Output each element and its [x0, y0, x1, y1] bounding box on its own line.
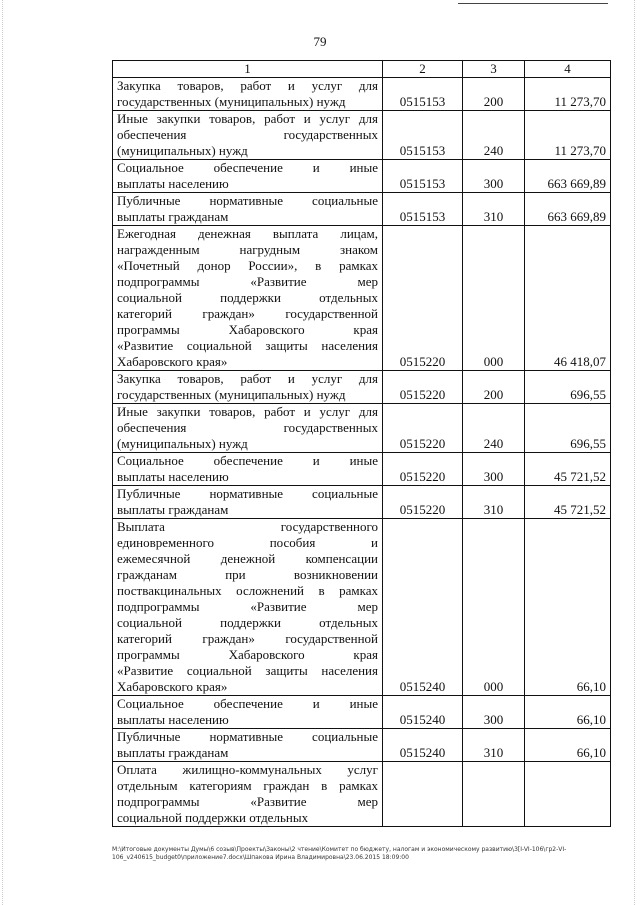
row-description	[113, 519, 383, 696]
row-target-code: 0515220	[383, 404, 463, 453]
row-expense-type: 300	[463, 453, 525, 486]
row-amount: 45 721,52	[525, 486, 611, 519]
column-header-4: 4	[525, 61, 611, 78]
row-amount: 11 273,70	[525, 111, 611, 160]
top-rule	[458, 3, 608, 4]
table-row	[113, 486, 611, 519]
description-line: Социальное обеспечение и иные	[117, 696, 378, 711]
row-amount: 11 273,70	[525, 78, 611, 111]
row-expense-type: 310	[463, 486, 525, 519]
description-line: государственных (муниципальных) нужд	[117, 94, 346, 109]
description-line: Хабаровского края»	[117, 679, 228, 694]
row-description	[113, 160, 383, 193]
row-expense-type: 200	[463, 371, 525, 404]
row-amount: 46 418,07	[525, 226, 611, 371]
row-amount: 66,10	[525, 519, 611, 696]
description-line: подпрограммы «Развитие мер	[117, 274, 378, 289]
description-line: Закупка товаров, работ и услуг для	[117, 371, 378, 386]
description-line: программы Хабаровского края	[117, 647, 378, 662]
page-number: 79	[313, 34, 327, 49]
table-row	[113, 404, 611, 453]
table-row	[113, 453, 611, 486]
row-expense-type	[463, 762, 525, 827]
row-description	[113, 78, 383, 111]
row-target-code: 0515220	[383, 453, 463, 486]
table-body	[113, 78, 611, 827]
description-line: выплаты населению	[117, 469, 229, 484]
description-line: категорий граждан» государственной	[117, 306, 378, 321]
description-line: выплаты гражданам	[117, 502, 229, 517]
row-expense-type: 310	[463, 193, 525, 226]
row-description	[113, 696, 383, 729]
description-line: Ежегодная денежная выплата лицам,	[117, 226, 378, 241]
description-line: (муниципальных) нужд	[117, 143, 248, 158]
row-expense-type: 240	[463, 404, 525, 453]
row-target-code	[383, 762, 463, 827]
row-amount: 696,55	[525, 404, 611, 453]
left-margin-line	[2, 0, 4, 905]
table-row	[113, 371, 611, 404]
table-row	[113, 111, 611, 160]
description-line: Социальное обеспечение и иные	[117, 453, 378, 468]
description-line: Хабаровского края»	[117, 354, 228, 369]
row-target-code: 0515240	[383, 696, 463, 729]
description-line: социальной поддержки отдельных	[117, 810, 309, 825]
row-expense-type: 240	[463, 111, 525, 160]
description-line: Иные закупки товаров, работ и услуг для	[117, 404, 378, 419]
row-target-code: 0515240	[383, 519, 463, 696]
description-line: «Почетный донор России», в рамках	[117, 258, 378, 273]
right-margin-line	[634, 0, 636, 905]
description-line: Оплата жилищно-коммунальных услуг	[117, 762, 378, 777]
description-line: отдельным категориям граждан в рамках	[117, 778, 378, 793]
table-row	[113, 519, 611, 696]
description-line: Публичные нормативные социальные	[117, 729, 378, 744]
row-amount	[525, 762, 611, 827]
row-target-code: 0515220	[383, 486, 463, 519]
row-expense-type: 000	[463, 226, 525, 371]
column-header-3: 3	[463, 61, 525, 78]
row-description	[113, 371, 383, 404]
description-line: награжденным нагрудным знаком	[117, 242, 378, 257]
description-line: программы Хабаровского края	[117, 322, 378, 337]
row-amount: 696,55	[525, 371, 611, 404]
header-row	[113, 61, 611, 78]
row-amount: 66,10	[525, 729, 611, 762]
description-line: Публичные нормативные социальные	[117, 486, 378, 501]
row-expense-type: 300	[463, 696, 525, 729]
row-target-code: 0515220	[383, 371, 463, 404]
description-line: выплаты гражданам	[117, 745, 229, 760]
row-description	[113, 729, 383, 762]
description-line: выплаты населению	[117, 176, 229, 191]
table-row	[113, 78, 611, 111]
description-line: Выплата государственного	[117, 519, 378, 534]
description-line: (муниципальных) нужд	[117, 436, 248, 451]
description-line: категорий граждан» государственной	[117, 631, 378, 646]
table-row	[113, 762, 611, 827]
description-line: подпрограммы «Развитие мер	[117, 599, 378, 614]
description-line: Публичные нормативные социальные	[117, 193, 378, 208]
table-row	[113, 226, 611, 371]
row-target-code: 0515153	[383, 111, 463, 160]
row-target-code: 0515240	[383, 729, 463, 762]
row-amount: 663 669,89	[525, 160, 611, 193]
description-line: Иные закупки товаров, работ и услуг для	[117, 111, 378, 126]
row-expense-type: 300	[463, 160, 525, 193]
row-expense-type: 200	[463, 78, 525, 111]
description-line: Закупка товаров, работ и услуг для	[117, 78, 378, 93]
description-line: поствакцинальных осложнений в рамках	[117, 583, 378, 598]
description-line: гражданам при возникновении	[117, 567, 378, 582]
row-amount: 45 721,52	[525, 453, 611, 486]
table-row	[113, 729, 611, 762]
description-line: социальной поддержки отдельных	[117, 615, 378, 630]
table-row	[113, 193, 611, 226]
description-line: выплаты населению	[117, 712, 229, 727]
row-description	[113, 404, 383, 453]
description-line: выплаты гражданам	[117, 209, 229, 224]
row-expense-type: 310	[463, 729, 525, 762]
row-expense-type: 000	[463, 519, 525, 696]
description-line: «Развитие социальной защиты населения	[117, 663, 378, 678]
row-target-code: 0515153	[383, 193, 463, 226]
description-line: «Развитие социальной защиты населения	[117, 338, 378, 353]
row-description	[113, 226, 383, 371]
description-line: подпрограммы «Развитие мер	[117, 794, 378, 809]
column-header-1: 1	[113, 61, 383, 78]
description-line: обеспечения государственных	[117, 127, 378, 142]
table-row	[113, 696, 611, 729]
table-row	[113, 160, 611, 193]
row-target-code: 0515153	[383, 160, 463, 193]
row-amount: 663 669,89	[525, 193, 611, 226]
column-header-2: 2	[383, 61, 463, 78]
row-description	[113, 486, 383, 519]
description-line: социальной поддержки отдельных	[117, 290, 378, 305]
row-description	[113, 453, 383, 486]
row-target-code: 0515153	[383, 78, 463, 111]
description-line: Социальное обеспечение и иные	[117, 160, 378, 175]
description-line: единовременного пособия и	[117, 535, 378, 550]
budget-table	[112, 60, 611, 827]
description-line: ежемесячной денежной компенсации	[117, 551, 378, 566]
row-target-code: 0515220	[383, 226, 463, 371]
description-line: государственных (муниципальных) нужд	[117, 387, 346, 402]
file-path-footer: M:\Итоговые документы Думы\6 созыв\Проекты\Законы\2 чтение\Комитет по бюджету, налогам и экономическому развитию\3[I-VI-106\гр2-VI-106_v240615_budget0\приложение7.docx\Шпакова Ирина Владимировна\23.06.2015 18:09:00	[112, 846, 567, 861]
description-line: обеспечения государственных	[117, 420, 378, 435]
row-description	[113, 111, 383, 160]
row-description	[113, 193, 383, 226]
row-description	[113, 762, 383, 827]
row-amount: 66,10	[525, 696, 611, 729]
